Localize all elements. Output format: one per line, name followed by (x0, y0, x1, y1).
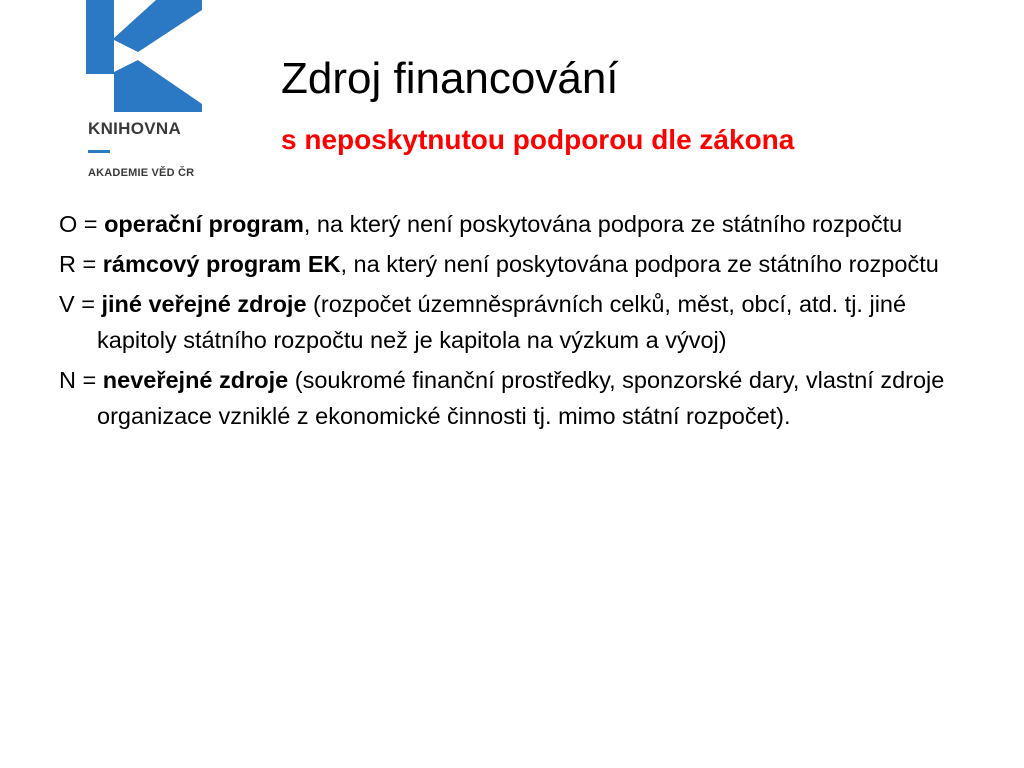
list-item (59, 246, 989, 282)
item-term: jiné veřejné zdroje (101, 291, 307, 317)
slide-subtitle: s neposkytnutou podporou dle zákona (281, 124, 795, 155)
item-letter: N = (59, 367, 103, 393)
item-term: rámcový program EK (102, 251, 341, 277)
logo-name: KNIHOVNA (88, 119, 182, 138)
logo-divider (88, 150, 110, 153)
item-term: operační program (104, 211, 304, 237)
slide-title: Zdroj financování (281, 54, 619, 103)
item-description: (soukromé finanční prostředky, sponzorské dary, vlastní zdroje organizace vzniklé z ekonomické činnosti tj. mimo státní rozpočet). (97, 367, 945, 429)
item-letter: R = (59, 251, 103, 277)
item-term: neveřejné zdroje (102, 367, 289, 393)
item-description: , na který není poskytována podpora ze státního rozpočtu (303, 211, 903, 237)
item-letter: O = (59, 211, 105, 237)
library-logo (86, 0, 208, 185)
funding-sources-list (59, 206, 989, 438)
list-item (59, 362, 989, 434)
logo-subtitle: AKADEMIE VĚD ČR (88, 167, 195, 179)
item-description: (rozpočet územněsprávních celků, měst, obcí, atd. tj. jiné kapitoly státního rozpočtu než je kapitola na výzkum a vývoj) (97, 291, 907, 353)
item-letter: V = (59, 291, 102, 317)
list-item (59, 206, 989, 242)
item-description: , na který není poskytována podpora ze státního rozpočtu (340, 251, 939, 277)
list-item (59, 286, 989, 358)
k-logo-icon (86, 0, 206, 112)
